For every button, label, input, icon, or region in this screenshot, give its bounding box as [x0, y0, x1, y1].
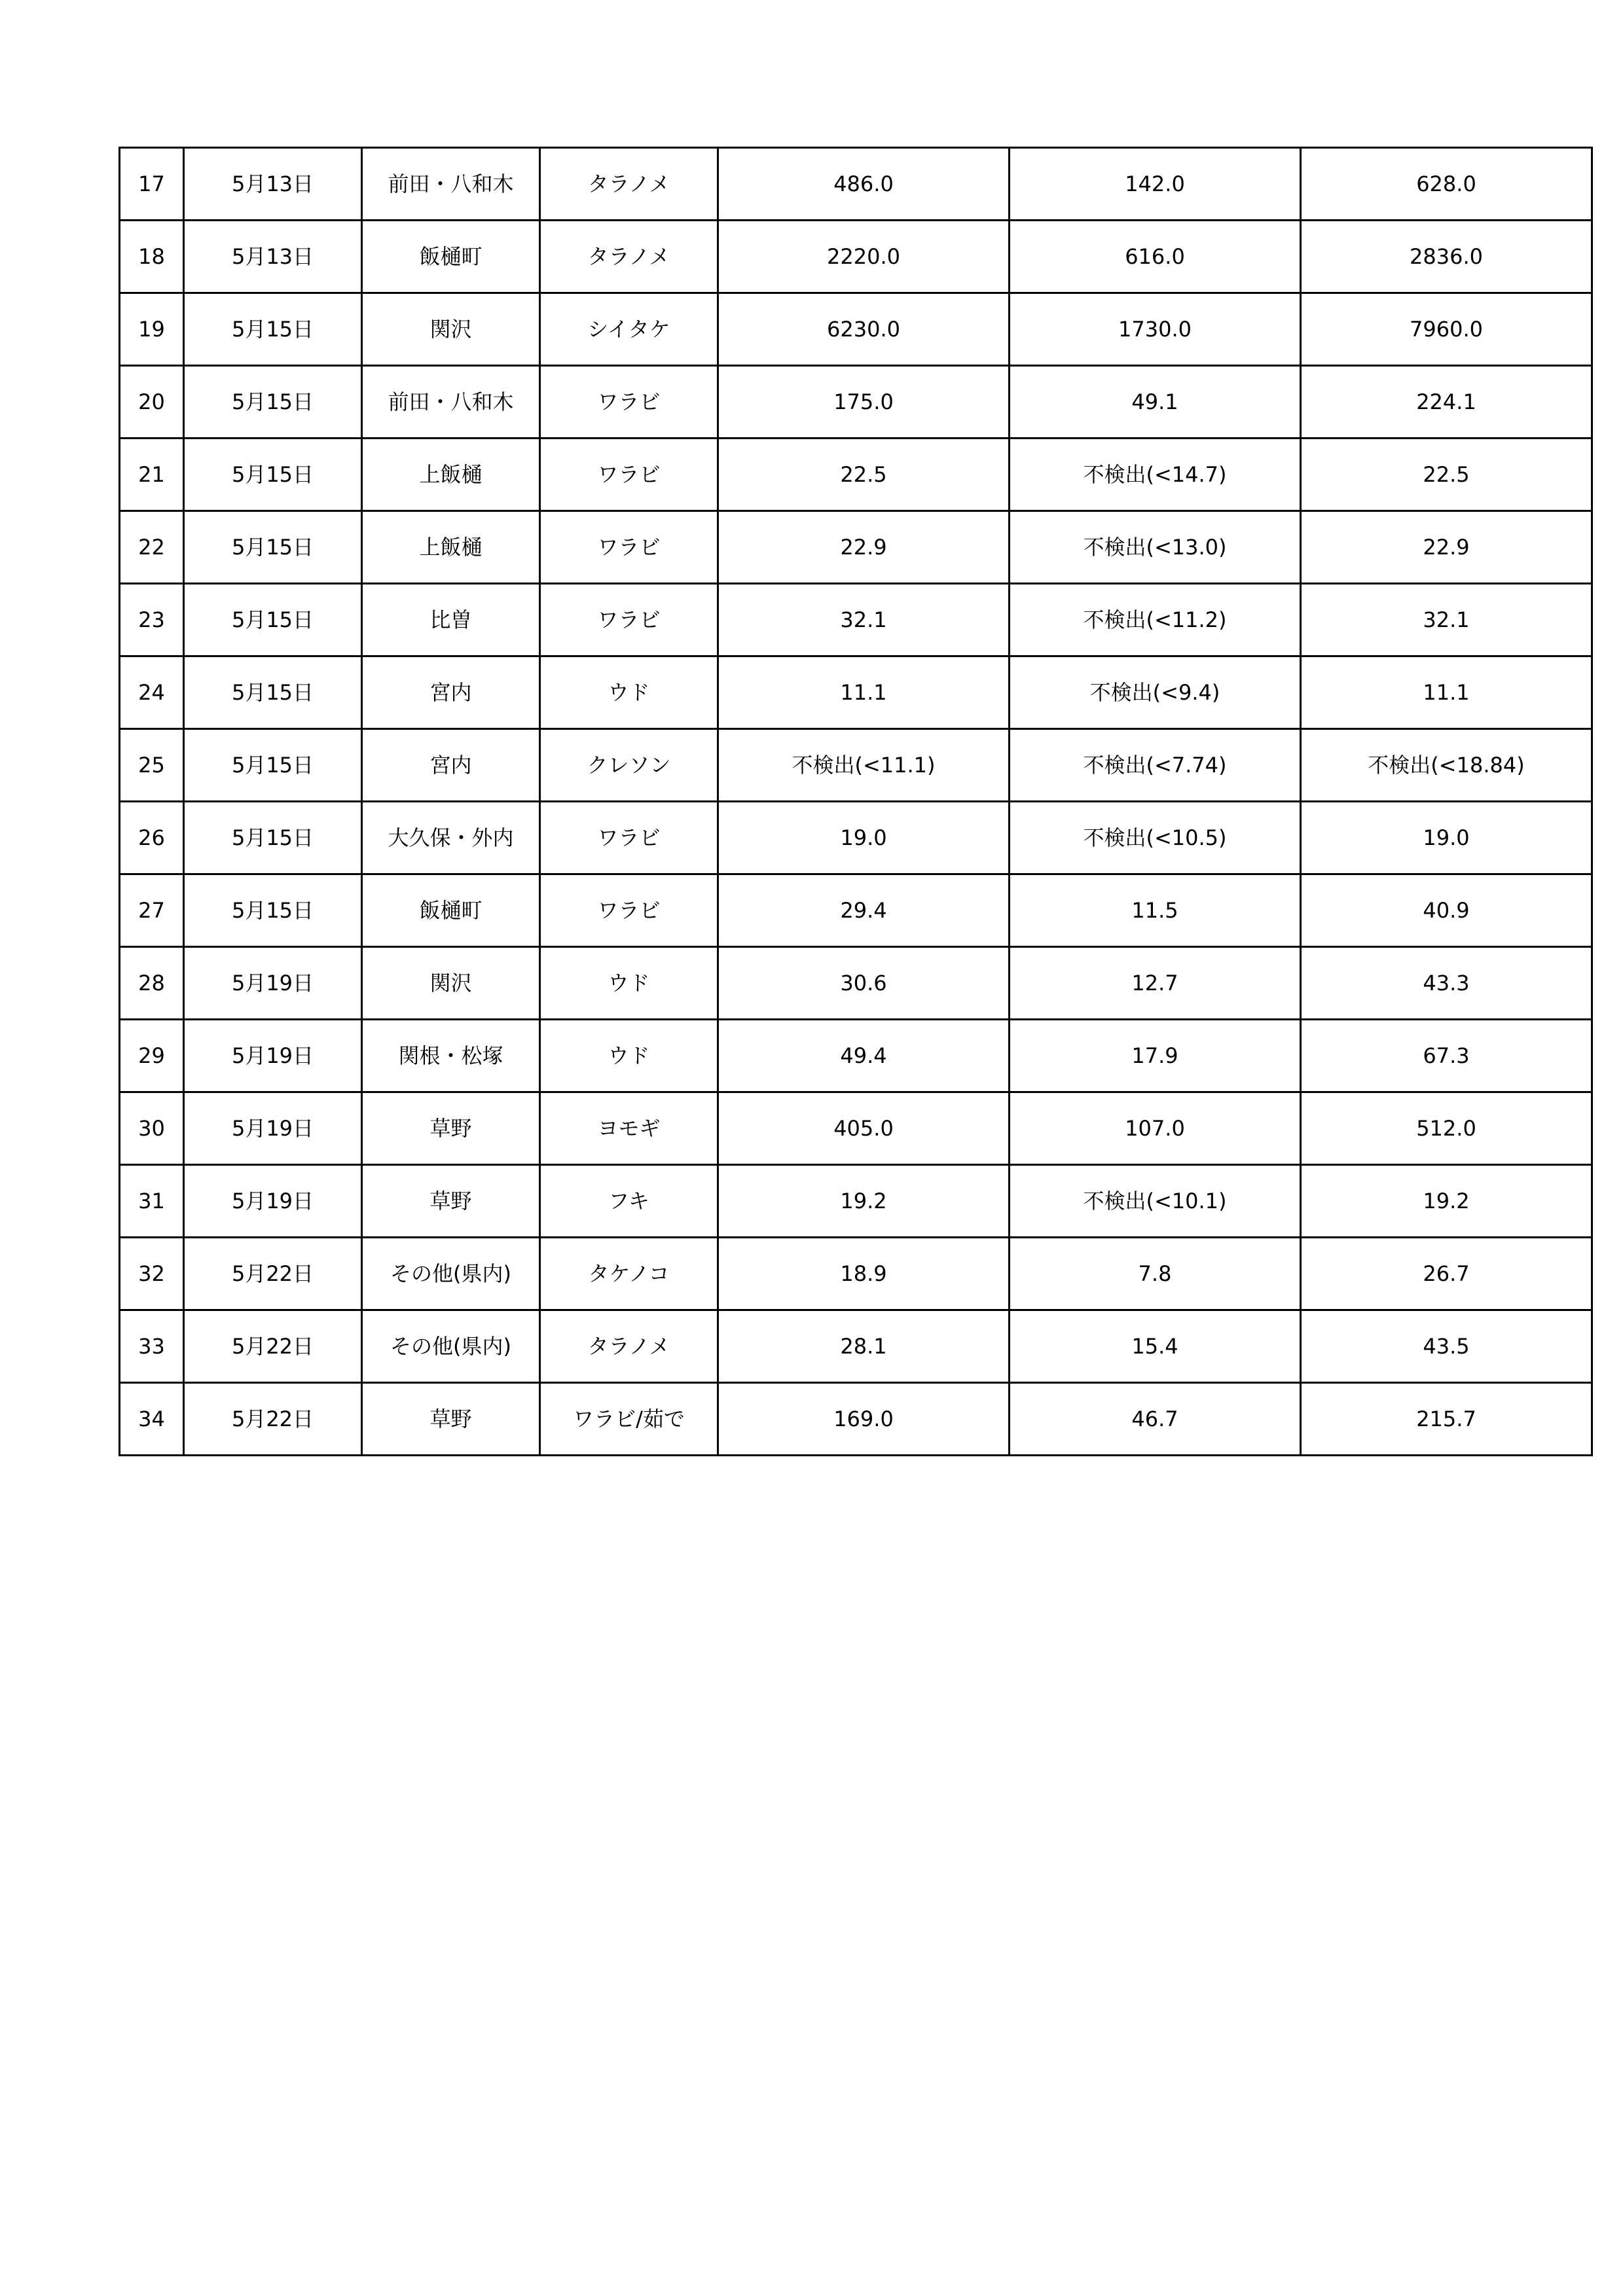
location-cell: 飯樋町 — [362, 221, 540, 293]
location-cell: 大久保・外内 — [362, 802, 540, 874]
table-row — [120, 1383, 1592, 1456]
row-number-cell: 29 — [120, 1020, 184, 1092]
date-cell: 5月15日 — [184, 656, 362, 729]
value-2-cell: 7.8 — [1010, 1238, 1301, 1310]
row-number-cell: 19 — [120, 293, 184, 366]
value-1-cell: 28.1 — [718, 1310, 1010, 1383]
total-cell: 7960.0 — [1301, 293, 1592, 366]
table-row — [120, 439, 1592, 511]
row-number-cell: 18 — [120, 221, 184, 293]
value-2-cell: 616.0 — [1010, 221, 1301, 293]
value-1-cell: 29.4 — [718, 874, 1010, 947]
date-cell: 5月22日 — [184, 1310, 362, 1383]
location-cell: 草野 — [362, 1383, 540, 1456]
date-cell: 5月22日 — [184, 1238, 362, 1310]
table-row — [120, 802, 1592, 874]
total-cell: 不検出(<18.84) — [1301, 729, 1592, 802]
date-cell: 5月13日 — [184, 221, 362, 293]
value-1-cell: 18.9 — [718, 1238, 1010, 1310]
date-cell: 5月15日 — [184, 439, 362, 511]
date-cell: 5月19日 — [184, 1165, 362, 1238]
table-row — [120, 656, 1592, 729]
value-1-cell: 19.2 — [718, 1165, 1010, 1238]
row-number-cell: 24 — [120, 656, 184, 729]
total-cell: 22.5 — [1301, 439, 1592, 511]
total-cell: 43.3 — [1301, 947, 1592, 1020]
row-number-cell: 25 — [120, 729, 184, 802]
total-cell: 40.9 — [1301, 874, 1592, 947]
table-row — [120, 148, 1592, 221]
total-cell: 19.0 — [1301, 802, 1592, 874]
value-2-cell: 11.5 — [1010, 874, 1301, 947]
table-row — [120, 1165, 1592, 1238]
total-cell: 22.9 — [1301, 511, 1592, 584]
item-cell: フキ — [540, 1165, 718, 1238]
total-cell: 215.7 — [1301, 1383, 1592, 1456]
value-2-cell: 不検出(<13.0) — [1010, 511, 1301, 584]
value-2-cell: 17.9 — [1010, 1020, 1301, 1092]
row-number-cell: 21 — [120, 439, 184, 511]
date-cell: 5月19日 — [184, 1020, 362, 1092]
location-cell: 飯樋町 — [362, 874, 540, 947]
measurement-table-body — [120, 148, 1592, 1456]
value-1-cell: 22.5 — [718, 439, 1010, 511]
total-cell: 26.7 — [1301, 1238, 1592, 1310]
value-1-cell: 6230.0 — [718, 293, 1010, 366]
location-cell: その他(県内) — [362, 1310, 540, 1383]
location-cell: 草野 — [362, 1092, 540, 1165]
value-2-cell: 不検出(<14.7) — [1010, 439, 1301, 511]
item-cell: ウド — [540, 1020, 718, 1092]
location-cell: 前田・八和木 — [362, 148, 540, 221]
item-cell: ウド — [540, 947, 718, 1020]
location-cell: 関沢 — [362, 293, 540, 366]
total-cell: 628.0 — [1301, 148, 1592, 221]
value-2-cell: 不検出(<10.1) — [1010, 1165, 1301, 1238]
value-2-cell: 142.0 — [1010, 148, 1301, 221]
row-number-cell: 31 — [120, 1165, 184, 1238]
item-cell: ワラビ/茹で — [540, 1383, 718, 1456]
table-row — [120, 947, 1592, 1020]
value-1-cell: 175.0 — [718, 366, 1010, 439]
date-cell: 5月15日 — [184, 729, 362, 802]
location-cell: 比曽 — [362, 584, 540, 656]
row-number-cell: 20 — [120, 366, 184, 439]
location-cell: 宮内 — [362, 729, 540, 802]
table-row — [120, 874, 1592, 947]
value-1-cell: 22.9 — [718, 511, 1010, 584]
location-cell: 上飯樋 — [362, 511, 540, 584]
total-cell: 19.2 — [1301, 1165, 1592, 1238]
value-2-cell: 不検出(<7.74) — [1010, 729, 1301, 802]
value-1-cell: 2220.0 — [718, 221, 1010, 293]
location-cell: 上飯樋 — [362, 439, 540, 511]
table-row — [120, 293, 1592, 366]
value-2-cell: 107.0 — [1010, 1092, 1301, 1165]
row-number-cell: 33 — [120, 1310, 184, 1383]
row-number-cell: 30 — [120, 1092, 184, 1165]
table-row — [120, 1238, 1592, 1310]
item-cell: タラノメ — [540, 148, 718, 221]
date-cell: 5月15日 — [184, 293, 362, 366]
row-number-cell: 28 — [120, 947, 184, 1020]
date-cell: 5月19日 — [184, 947, 362, 1020]
value-2-cell: 15.4 — [1010, 1310, 1301, 1383]
item-cell: ワラビ — [540, 439, 718, 511]
row-number-cell: 27 — [120, 874, 184, 947]
measurement-table — [119, 147, 1593, 1456]
total-cell: 2836.0 — [1301, 221, 1592, 293]
item-cell: ワラビ — [540, 366, 718, 439]
item-cell: ワラビ — [540, 874, 718, 947]
date-cell: 5月15日 — [184, 584, 362, 656]
item-cell: タケノコ — [540, 1238, 718, 1310]
item-cell: タラノメ — [540, 221, 718, 293]
value-1-cell: 486.0 — [718, 148, 1010, 221]
table-row — [120, 1092, 1592, 1165]
total-cell: 11.1 — [1301, 656, 1592, 729]
location-cell: 前田・八和木 — [362, 366, 540, 439]
date-cell: 5月15日 — [184, 874, 362, 947]
value-2-cell: 49.1 — [1010, 366, 1301, 439]
date-cell: 5月15日 — [184, 802, 362, 874]
value-2-cell: 1730.0 — [1010, 293, 1301, 366]
table-row — [120, 511, 1592, 584]
value-1-cell: 405.0 — [718, 1092, 1010, 1165]
value-1-cell: 19.0 — [718, 802, 1010, 874]
total-cell: 512.0 — [1301, 1092, 1592, 1165]
value-2-cell: 12.7 — [1010, 947, 1301, 1020]
total-cell: 67.3 — [1301, 1020, 1592, 1092]
total-cell: 32.1 — [1301, 584, 1592, 656]
item-cell: ワラビ — [540, 511, 718, 584]
value-1-cell: 11.1 — [718, 656, 1010, 729]
table-row — [120, 1020, 1592, 1092]
location-cell: 草野 — [362, 1165, 540, 1238]
value-2-cell: 不検出(<11.2) — [1010, 584, 1301, 656]
location-cell: その他(県内) — [362, 1238, 540, 1310]
date-cell: 5月13日 — [184, 148, 362, 221]
value-1-cell: 32.1 — [718, 584, 1010, 656]
row-number-cell: 23 — [120, 584, 184, 656]
value-2-cell: 不検出(<9.4) — [1010, 656, 1301, 729]
total-cell: 43.5 — [1301, 1310, 1592, 1383]
item-cell: ウド — [540, 656, 718, 729]
date-cell: 5月15日 — [184, 366, 362, 439]
total-cell: 224.1 — [1301, 366, 1592, 439]
value-1-cell: 不検出(<11.1) — [718, 729, 1010, 802]
table-row — [120, 729, 1592, 802]
value-1-cell: 30.6 — [718, 947, 1010, 1020]
row-number-cell: 32 — [120, 1238, 184, 1310]
item-cell: シイタケ — [540, 293, 718, 366]
location-cell: 関沢 — [362, 947, 540, 1020]
row-number-cell: 26 — [120, 802, 184, 874]
item-cell: タラノメ — [540, 1310, 718, 1383]
item-cell: クレソン — [540, 729, 718, 802]
value-2-cell: 46.7 — [1010, 1383, 1301, 1456]
row-number-cell: 34 — [120, 1383, 184, 1456]
value-1-cell: 169.0 — [718, 1383, 1010, 1456]
location-cell: 関根・松塚 — [362, 1020, 540, 1092]
table-row — [120, 366, 1592, 439]
date-cell: 5月15日 — [184, 511, 362, 584]
table-row — [120, 221, 1592, 293]
item-cell: ワラビ — [540, 802, 718, 874]
value-2-cell: 不検出(<10.5) — [1010, 802, 1301, 874]
item-cell: ヨモギ — [540, 1092, 718, 1165]
row-number-cell: 22 — [120, 511, 184, 584]
date-cell: 5月19日 — [184, 1092, 362, 1165]
value-1-cell: 49.4 — [718, 1020, 1010, 1092]
row-number-cell: 17 — [120, 148, 184, 221]
location-cell: 宮内 — [362, 656, 540, 729]
item-cell: ワラビ — [540, 584, 718, 656]
table-row — [120, 584, 1592, 656]
table-row — [120, 1310, 1592, 1383]
date-cell: 5月22日 — [184, 1383, 362, 1456]
